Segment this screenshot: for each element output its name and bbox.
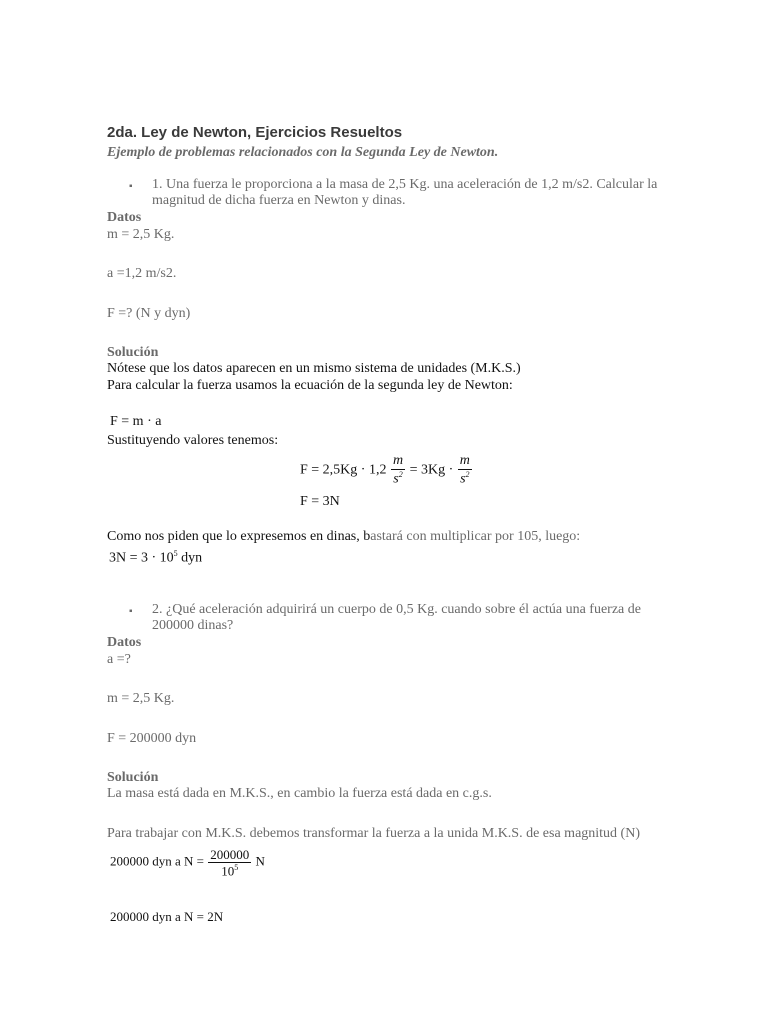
ex2-sol-line2: Para trabajar con M.K.S. debemos transformar la fuerza a la unida M.K.S. de esa magnitud (N) [107, 826, 640, 841]
ex2-solucion-label: Solución [107, 770, 159, 785]
bullet-icon: ▪ [129, 606, 133, 617]
ex1-question-line2: magnitud de dicha fuerza en Newton y dinas. [152, 193, 406, 208]
ex1-equation-dyn: $3N = 3 \cdot 10^5$ dyn [109, 549, 203, 566]
ex1-equation-substitution [300, 454, 473, 487]
ex1-equation-result: F = 3N [300, 494, 340, 509]
ex1-sustituyendo: Sustituyendo valores tenemos: [107, 433, 279, 448]
ex2-dato-a: a =? [107, 652, 131, 667]
fraction-m-s2-second: $\frac{m}{s^2}$ [459, 453, 470, 487]
document-title: 2da. Ley de Newton, Ejercicios Resueltos [107, 124, 403, 141]
ex1-dato-a: a =1,2 m/s2. [107, 266, 177, 281]
ex2-dato-f: F = 200000 dyn [107, 731, 197, 746]
ex2-equation-result: 200000 dyn a N = 2N [110, 909, 224, 924]
ex1-datos-label: Datos [107, 210, 142, 225]
ex1-question-line1: 1. Una fuerza le proporciona a la masa de 2,5 Kg. una aceleración de 1,2 m/s2. Calcular la [152, 177, 658, 192]
eq-left-part: F = 2,5Kg · 1,2 [300, 462, 387, 478]
ex2-question-line2: 200000 dinas? [152, 618, 234, 633]
ex2-datos-label: Datos [107, 635, 142, 650]
ex2-question-line1: 2. ¿Qué aceleración adquirirá un cuerpo de 0,5 Kg. cuando sobre él actúa una fuerza de [152, 602, 641, 617]
ex2-equation-conversion: 200000 dyn a N = $\frac{200000}{10^5}$ N [110, 847, 265, 879]
fraction-m-s2: $\frac{m}{s^2}$ [392, 453, 404, 487]
ex1-dinas-sentence: Como nos piden que lo expresemos en dinas, bastará con multiplicar por 105, luego: [107, 529, 581, 544]
ex1-sol-line2: Para calcular la fuerza usamos la ecuación de la segunda ley de Newton: [107, 378, 513, 393]
ex1-dato-f: F =? (N y dyn) [107, 306, 191, 321]
fraction-200000-over-10e5: $\frac{200000}{10^5}$ [210, 847, 250, 879]
ex1-dato-m: m = 2,5 Kg. [107, 227, 175, 242]
document-subtitle: Ejemplo de problemas relacionados con la Segunda Ley de Newton. [107, 145, 499, 160]
bullet-icon: ▪ [129, 181, 133, 192]
ex2-sol-line1: La masa está dada en M.K.S., en cambio la fuerza está dada en c.g.s. [107, 786, 492, 801]
ex1-equation-newton: F = m · a [110, 414, 162, 429]
ex2-dato-m: m = 2,5 Kg. [107, 691, 175, 706]
ex1-sol-line1: Nótese que los datos aparecen en un mismo sistema de unidades (M.K.S.) [107, 361, 521, 376]
ex1-solucion-label: Solución [107, 345, 159, 360]
eq-mid-part: = 3Kg · [409, 462, 454, 478]
